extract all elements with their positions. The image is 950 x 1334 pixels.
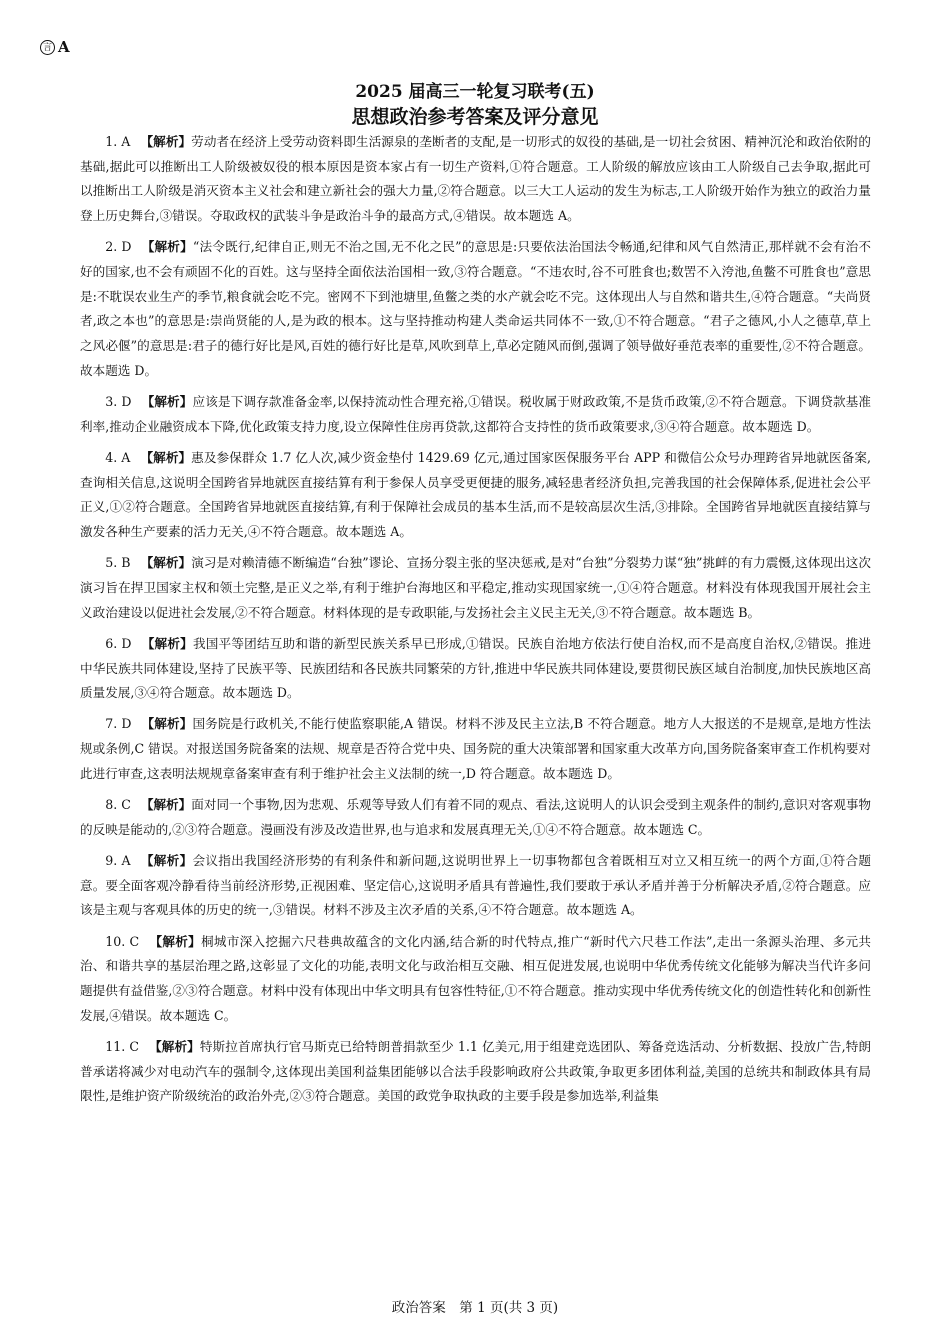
exam-title: 2025 届高三一轮复习联考(五) [355, 82, 595, 102]
answer-item [80, 849, 871, 923]
analysis-text: 特斯拉首席执行官马斯克已给特朗普捐款至少 1.1 亿美元,用于组建竞选团队、筹备竞选活动、分析数据、投放广告,特朗普承诺将减少对电动汽车的强制令,这体现出美国利益集团能够以合法手段影响政府公共政策,争取更多团体利益,美国的总统共和制政体具有局限性,是维护资产阶级统治的政治外壳,②③符合题意。美国的政党争取执政的主要手段是参加选举,利益集 [80, 1038, 872, 1104]
answer-number: 10. C [105, 933, 140, 949]
answer-number: 4. A [105, 449, 131, 465]
analysis-tag: 【解析】 [140, 852, 193, 868]
answer-item [80, 712, 871, 786]
answer-item [80, 446, 871, 545]
answer-number: 6. D [105, 635, 132, 651]
answer-item [80, 130, 871, 229]
answer-item [80, 235, 871, 383]
page-footer: 政治答案 第 1 页(共 3 页) [391, 1300, 559, 1316]
analysis-text: “法令既行,纪律自正,则无不治之国,无不化之民”的意思是:只要依法治国法令畅通,纪律和风气自然清正,那样就不会有治不好的国家,也不会有顽固不化的百姓。这与坚持全面依法治国相一致,③符合题意。“不违农时,谷不可胜食也;数罟不入洿池,鱼鳖不可胜食也”意思是:不耽误农业生产的季节,粮食就会吃不完。密网不下到池塘里,鱼鳖之类的水产就会吃不完。这体现出人与自然和谐共生,④符合题意。“夫尚贤者,政之本也”的意思是:崇尚贤能的人,是为政的根本。这与坚持推动构建人类命运共同体不一致,①不符合题意。“君子之德风,小人之德草,草上之风必偃”的意思是:君子的德行好比是风,百姓的德行好比是草,风吹到草上,草必定随风而倒,强调了领导做好垂范表率的重要性,②不符合题意。故本题选 D。 [80, 239, 872, 378]
analysis-text: 面对同一个事物,因为悲观、乐观等导致人们有着不同的观点、看法,这说明人的认识会受到主观条件的制约,意识对客观事物的反映是能动的,②③符合题意。漫画没有涉及改造世界,也与追求和发展真理无关,①④不符合题意。故本题选 C。 [80, 797, 872, 837]
analysis-tag: 【解析】 [148, 1038, 200, 1054]
analysis-text: 惠及参保群众 1.7 亿人次,减少资金垫付 1429.69 亿元,通过国家医保服务平台 APP 和微信公众号办理跨省异地就医备案,查询相关信息,这说明全国跨省异地就医直接结算有利于参保人员享受更便捷的服务,减轻患者经济负担,完善我国的社会保障体系,促进社会公平正义,①②符合题意。全国跨省异地就医直接结算,有利于保障社会成员的基本生活,而不是较高层次生活,③排除。全国跨省异地就医直接结算与激发各种生产要素的活力无关,④不符合题意。故本题选 A。 [80, 449, 871, 540]
analysis-tag: 【解析】 [141, 716, 193, 732]
edition-badge [40, 38, 70, 56]
analysis-tag: 【解析】 [149, 933, 201, 949]
answer-number: 1. A [105, 134, 131, 149]
analysis-text: 劳动者在经济上受劳动资料即生活源泉的垄断者的支配,是一切形式的奴役的基础,是一切社会贫困、精神沉沦和政治依附的基础,据此可以推断出工人阶级被奴役的根本原因是资本家占有一切生产资料,①符合题意。工人阶级的解放应该由工人阶级自己去争取,据此可以推断出工人阶级是消灭资本主义社会和建立新社会的强大力量,②符合题意。以三大工人运动的发生为标志,工人阶级开始作为独立的政治力量登上历史舞台,③错误。夺取政权的武装斗争是政治斗争的最高方式,④错误。故本题选 A。 [80, 134, 871, 224]
answer-number: 8. C [105, 797, 131, 813]
answer-item [80, 793, 871, 842]
analysis-text: 我国平等团结互助和谐的新型民族关系早已形成,①错误。民族自治地方依法行使自治权,而不是高度自治权,②错误。推进中华民族共同体建设,坚持了民族平等、民族团结和各民族共同繁荣的方针,推进中华民族共同体建设,要贯彻民族区域自治制度,加快民族地区高质量发展,③④符合题意。故本题选 D。 [80, 635, 872, 701]
document-subtitle: 思想政治参考答案及评分意见 [351, 106, 599, 128]
answer-number: 9. A [105, 852, 131, 868]
answer-item [80, 390, 871, 439]
analysis-text: 会议指出我国经济形势的有利条件和新问题,这说明世界上一切事物都包含着既相互对立又相互统一的两个方面,①符合题意。要全面客观冷静看待当前经济形势,正视困难、坚定信心,这说明矛盾具有普遍性,我们要敢于承认矛盾并善于分析解决矛盾,②符合题意。应该是主观与客观具体的历史的统一,③错误。材料不涉及主次矛盾的关系,④不符合题意。故本题选 A。 [80, 852, 872, 918]
answer-number: 11. C [105, 1038, 139, 1054]
answer-list [80, 130, 871, 1116]
answer-number: 5. B [105, 555, 131, 571]
answer-number: 3. D [105, 394, 132, 410]
analysis-tag: 【解析】 [140, 555, 192, 571]
analysis-text: 桐城市深入挖掘六尺巷典故蕴含的文化内涵,结合新的时代特点,推广“新时代六尺巷工作法”,走出一条源头治理、多元共治、和谐共享的基层治理之路,这彰显了文化的功能,表明文化与政治相互交融、相互促进发展,也说明中华优秀传统文化能够为解决当代许多问题提供有益借鉴,②③符合题意。材料中没有体现出中华文明具有包容性特征,①不符合题意。推动实现中华优秀传统文化的创造性转化和创新性发展,④错误。故本题选 C。 [80, 933, 872, 1023]
badge-letter: A [58, 38, 70, 56]
answer-number: 7. D [105, 716, 132, 732]
answer-item [80, 930, 871, 1029]
answer-item [80, 551, 871, 625]
analysis-text: 演习是对赖清德不断编造“台独”谬论、宣扬分裂主张的坚决惩戒,是对“台独”分裂势力谋“独”挑衅的有力震慑,这体现出这次演习旨在捍卫国家主权和领土完整,是正义之举,有利于维护台海地区和平稳定,推动实现国家统一,①④符合题意。材料没有体现我国开展社会主义政治建设以促进社会发展,②不符合题意。材料体现的是专政职能,与发扬社会主义民主无关,③不符合题意。故本题选 B。 [80, 555, 872, 620]
answer-item [80, 1035, 871, 1109]
analysis-tag: 【解析】 [141, 394, 193, 410]
analysis-tag: 【解析】 [140, 449, 192, 465]
badge-circle-glyph: 言 [40, 40, 55, 55]
answer-item [80, 632, 871, 706]
analysis-text: 应该是下调存款准备金率,以保持流动性合理充裕,①错误。税收属于财政政策,不是货币政策,②不符合题意。下调贷款基准利率,推动企业融资成本下降,优化政策支持力度,设立保障性住房再贷款,这都符合支持性的货币政策要求,③④符合题意。故本题选 D。 [80, 394, 872, 434]
answer-number: 2. D [105, 239, 132, 255]
analysis-tag: 【解析】 [141, 635, 193, 651]
analysis-text: 国务院是行政机关,不能行使监察职能,A 错误。材料不涉及民主立法,B 不符合题意。地方人大报送的不是规章,是地方性法规或条例,C 错误。对报送国务院备案的法规、规章是否符合党中央、国务院的重大决策部署和国家重大改革方向,国务院备案审查工作机构要对此进行审查,这表明法规规章备案审查有利于维护社会主义法制的统一,D 符合题意。故本题选 D。 [80, 716, 872, 781]
analysis-tag: 【解析】 [141, 239, 193, 255]
analysis-tag: 【解析】 [140, 134, 192, 149]
analysis-tag: 【解析】 [140, 797, 192, 813]
